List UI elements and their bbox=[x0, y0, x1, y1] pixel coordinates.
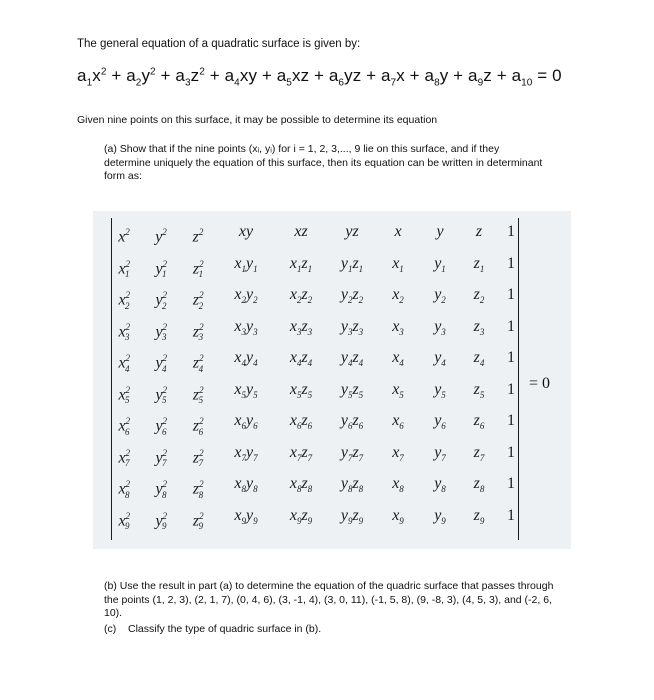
matrix-cell: $y^2_2$ bbox=[155, 290, 168, 311]
matrix-cell: $z^2_3$ bbox=[192, 321, 204, 343]
matrix-cell: 1 bbox=[507, 475, 515, 492]
matrix-cell: $z_9$ bbox=[473, 506, 485, 526]
matrix-cell: 1 bbox=[507, 254, 515, 272]
equation-term: $a_5xz$ bbox=[276, 66, 310, 89]
matrix-cell: $y_6z_6$ bbox=[340, 412, 364, 432]
matrix-cell: $y^2_9$ bbox=[155, 510, 168, 532]
matrix-cell: $x^2_2$ bbox=[118, 290, 131, 311]
matrix-cell: $z^2_1$ bbox=[192, 258, 204, 280]
matrix-cell: $x_8y_8$ bbox=[234, 475, 258, 495]
matrix-cell: $x_1z_1$ bbox=[289, 254, 313, 274]
matrix-cell: $y^2_4$ bbox=[155, 353, 168, 374]
matrix-cell: $y_9z_9$ bbox=[340, 506, 364, 526]
part-b-text: (b) Use the result in part (a) to determine the equation of the quadric surface that passes through the points (1, 2, 3), (2, 1, 7), (0, 4, 6), (3, -1, 4), (3, 0, 11), (-1, 5, 8), (9, -8, 3), (4, 5, 3), and (-2, 6, 10). bbox=[104, 580, 554, 620]
matrix-cell: $x_6$ bbox=[392, 412, 404, 432]
equation-term: $a_6yz$ bbox=[328, 66, 362, 89]
matrix-cell: 1 bbox=[507, 506, 515, 524]
determinant-equals-zero: = 0 bbox=[529, 375, 551, 392]
equation-term: $a_8y$ bbox=[424, 66, 449, 89]
matrix-cell: $x_5z_5$ bbox=[289, 380, 313, 400]
matrix-cell: $y_1$ bbox=[434, 254, 446, 274]
matrix-cell: 1 bbox=[507, 286, 515, 303]
matrix-cell: $x_5$ bbox=[392, 380, 404, 400]
equation-term: $a_2y^2$ bbox=[126, 66, 156, 89]
matrix-cell: 1 bbox=[507, 317, 515, 335]
intro-text: The general equation of a quadratic surface is given by: bbox=[77, 38, 361, 50]
matrix-cell: $y_9$ bbox=[434, 506, 446, 526]
matrix-cell: $x_9z_9$ bbox=[289, 506, 313, 526]
matrix-cell: $y_2z_2$ bbox=[340, 286, 364, 306]
matrix-cell: $x^2_5$ bbox=[118, 384, 131, 406]
matrix-cell: $z_4$ bbox=[473, 349, 485, 369]
matrix-cell: $x_3z_3$ bbox=[289, 317, 313, 337]
matrix-cell: $y_3z_3$ bbox=[340, 317, 364, 337]
matrix-cell: $z_1$ bbox=[473, 254, 485, 274]
matrix-cell: $z_5$ bbox=[473, 380, 485, 400]
matrix-cell: 1 bbox=[507, 380, 515, 398]
given-text: Given nine points on this surface, it may be possible to determine its equation bbox=[77, 114, 438, 126]
matrix-cell: $y^2_6$ bbox=[155, 416, 168, 437]
matrix-cell: $x_9$ bbox=[392, 506, 404, 526]
matrix-cell: $x_8z_8$ bbox=[289, 475, 313, 495]
matrix-cell: $z^2$ bbox=[192, 227, 204, 246]
matrix-cell: $x_3y_3$ bbox=[234, 317, 258, 337]
matrix-cell: $x^2_1$ bbox=[118, 258, 131, 280]
matrix-cell: $x_8$ bbox=[392, 475, 404, 495]
matrix-cell: $x_2y_2$ bbox=[234, 286, 258, 306]
matrix-cell: $x_7y_7$ bbox=[234, 443, 258, 463]
matrix-cell: 1 bbox=[507, 443, 515, 461]
part-c-label: (c) bbox=[104, 623, 117, 635]
matrix-cell: xy bbox=[238, 223, 254, 240]
general-equation: $a_1x^2 + a_2y^2 + a_3z^2 + a_4xy + a_5xz + a_6yz + a_7x + a_8y + a_9z + a_{10} = 0$ bbox=[77, 66, 562, 89]
matrix-cell: y bbox=[436, 223, 444, 240]
matrix-cell: $z_7$ bbox=[473, 443, 485, 463]
equation-term: $a_4xy$ bbox=[224, 66, 258, 89]
matrix-cell: $x_4$ bbox=[392, 349, 404, 369]
matrix-cell: $y_8z_8$ bbox=[340, 475, 364, 495]
matrix-cell: $x_9y_9$ bbox=[234, 506, 258, 526]
matrix-cell: $y_4$ bbox=[434, 349, 446, 369]
matrix-cell: $y_4z_4$ bbox=[340, 349, 364, 369]
matrix-cell: yz bbox=[345, 223, 359, 240]
matrix-cell: $x_4z_4$ bbox=[289, 349, 313, 369]
matrix-cell: $x^2_9$ bbox=[118, 510, 131, 532]
matrix-cell: $y_1z_1$ bbox=[340, 254, 364, 274]
matrix-cell: $z_8$ bbox=[473, 475, 485, 495]
matrix-cell: $y_6$ bbox=[434, 412, 446, 432]
matrix-cell: $x_6z_6$ bbox=[289, 412, 313, 432]
matrix-cell: 1 bbox=[507, 223, 515, 240]
matrix-cell: $z^2_9$ bbox=[192, 510, 204, 532]
equation-term: $a_3z^2$ bbox=[175, 66, 205, 89]
matrix-cell: $x^2_7$ bbox=[118, 447, 131, 469]
matrix-cell: 1 bbox=[507, 349, 515, 366]
matrix-cell: $x^2_6$ bbox=[118, 416, 131, 437]
part-a-text: (a) Show that if the nine points (xᵢ, yᵢ) for i = 1, 2, 3,..., 9 lie on this surface, and if they determine uniquely the equation of this surface, then its equation can be written in determinant form as: bbox=[104, 143, 543, 183]
matrix-cell: $y_7z_7$ bbox=[340, 443, 364, 463]
matrix-cell: x bbox=[394, 223, 402, 240]
matrix-cell: xz bbox=[294, 223, 308, 240]
matrix-cell: 1 bbox=[507, 412, 515, 429]
matrix-cell: $x^2$ bbox=[118, 227, 130, 246]
determinant-left-bar bbox=[111, 218, 112, 540]
determinant-right-bar bbox=[518, 218, 519, 540]
matrix-cell: $y^2_3$ bbox=[155, 321, 168, 343]
matrix-cell: $z_2$ bbox=[473, 286, 485, 306]
matrix-cell: $y_8$ bbox=[434, 475, 446, 495]
matrix-cell: $y_5$ bbox=[434, 380, 446, 400]
equation-term: $a_1x^2$ bbox=[77, 66, 107, 89]
matrix-cell: $z^2_2$ bbox=[192, 290, 204, 311]
matrix-cell: $z^2_5$ bbox=[192, 384, 204, 406]
matrix-cell: $x_1$ bbox=[392, 254, 404, 274]
matrix-cell: $x_2$ bbox=[392, 286, 404, 306]
matrix-cell: $y^2_7$ bbox=[155, 447, 168, 469]
part-c-text bbox=[104, 623, 321, 635]
matrix-cell: $x_7z_7$ bbox=[289, 443, 313, 463]
matrix-cell: $z_3$ bbox=[473, 317, 485, 337]
matrix-cell: $x^2_8$ bbox=[118, 479, 131, 500]
part-c-question: Classify the type of quadric surface in (b). bbox=[128, 623, 322, 635]
matrix-cell: $y_2$ bbox=[434, 286, 446, 306]
matrix-cell: z bbox=[475, 223, 483, 240]
matrix-cell: $x_2z_2$ bbox=[289, 286, 313, 306]
matrix-cell: $x_6y_6$ bbox=[234, 412, 258, 432]
matrix-cell: $z^2_6$ bbox=[192, 416, 204, 437]
matrix-cell: $y^2_5$ bbox=[155, 384, 168, 406]
matrix-cell: $x_1y_1$ bbox=[234, 254, 258, 274]
matrix-cell: $x^2_4$ bbox=[118, 353, 131, 374]
equation-term: $a_9z$ bbox=[468, 66, 492, 89]
matrix-cell: $y_7$ bbox=[434, 443, 446, 463]
equation-term: $a_7x$ bbox=[380, 66, 405, 89]
matrix-cell: $y_5z_5$ bbox=[340, 380, 364, 400]
matrix-cell: $z^2_4$ bbox=[192, 353, 204, 374]
matrix-cell: $x_4y_4$ bbox=[234, 349, 258, 369]
matrix-cell: $z^2_7$ bbox=[192, 447, 204, 469]
matrix-cell: $y_3$ bbox=[434, 317, 446, 337]
matrix-cell: $x^2_3$ bbox=[118, 321, 131, 343]
matrix-cell: $x_5y_5$ bbox=[234, 380, 258, 400]
equation-term: $a_{10}$ bbox=[511, 66, 533, 89]
matrix-cell: $z_6$ bbox=[473, 412, 485, 432]
matrix-cell: $y^2$ bbox=[155, 227, 167, 246]
matrix-cell: $z^2_8$ bbox=[192, 479, 204, 500]
matrix-cell: $y^2_8$ bbox=[155, 479, 168, 500]
matrix-cell: $x_3$ bbox=[392, 317, 404, 337]
matrix-cell: $x_7$ bbox=[392, 443, 404, 463]
matrix-cell: $y^2_1$ bbox=[155, 258, 168, 280]
